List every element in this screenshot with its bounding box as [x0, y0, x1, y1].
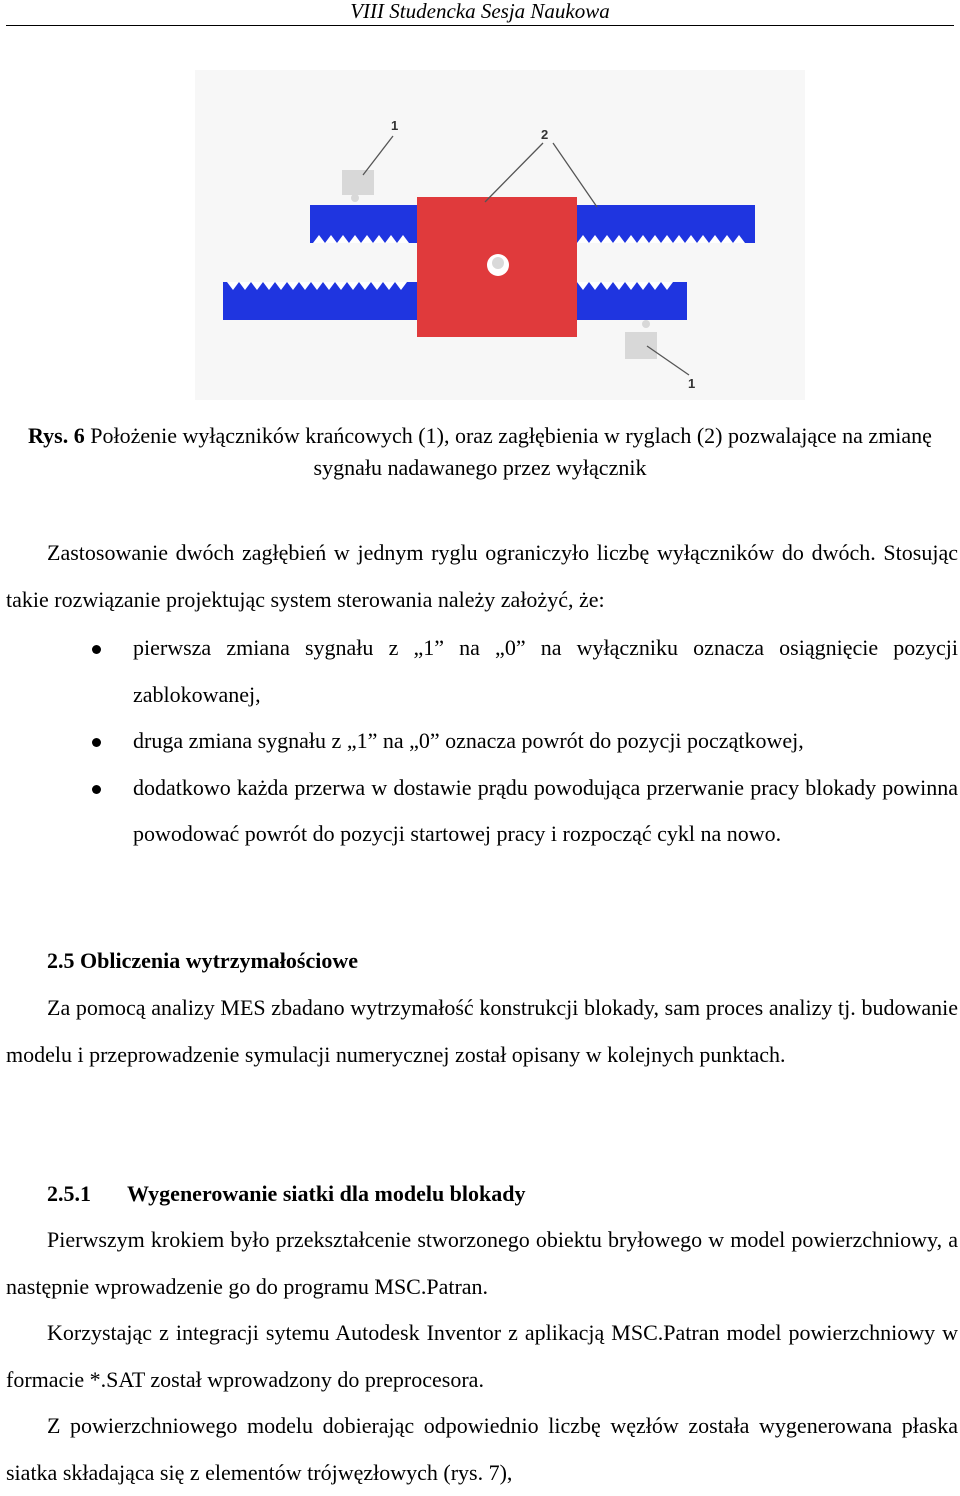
callout-label-2: 2 [541, 127, 549, 142]
assumption-list [92, 625, 958, 858]
section-title: Wygenerowanie siatki dla modelu blokady [127, 1181, 526, 1206]
section-2-5-1-paragraph-1: Pierwszym krokiem było przekształcenie stworzonego obiektu bryłowego w model powierzchniowy, a następnie wprowadzenie go do programu MSC.Patran. [6, 1227, 958, 1299]
section-2-5-1-paragraph-3: Z powierzchniowego modelu dobierając odpowiednio liczbę węzłów została wygenerowana płaska siatka składająca się z elementów trójwęzłowych (rys. 7), [6, 1413, 958, 1485]
section-2-5-paragraph: Za pomocą analizy MES zbadano wytrzymałość konstrukcji blokady, sam proces analizy tj. budowanie modelu i przeprowadzenie symulacji numerycznej został opisany w kolejnych punktach. [6, 995, 958, 1067]
page-header [0, 0, 960, 26]
header-rule [6, 25, 954, 26]
section-2-5-1-paragraph-2: Korzystając z integracji sytemu Autodesk Inventor z aplikacją MSC.Patran model powierzchniowy w formacie *.SAT został wprowadzony do preprocesora. [6, 1320, 958, 1392]
header-title: VIII Studencka Sesja Naukowa [350, 0, 610, 23]
list-item-text: druga zmiana sygnału z „1” na „0” oznacza powrót do pozycji początkowej, [133, 728, 804, 753]
intro-paragraph: Zastosowanie dwóch zagłębień w jednym ryglu ograniczyło liczbę wyłączników do dwóch. Stosując takie rozwiązanie projektując system sterowania należy założyć, że: [6, 540, 958, 612]
bullet-icon [92, 785, 101, 794]
section-heading-2-5-1 [47, 1179, 526, 1209]
list-item [92, 625, 958, 718]
section-heading-2-5: 2.5 Obliczenia wytrzymałościowe [47, 948, 358, 973]
list-item-text: dodatkowo każda przerwa w dostawie prądu powodująca przerwanie pracy blokady powinna powodować powrót do pozycji startowej pracy i rozpocząć cykl na nowo. [133, 774, 958, 846]
callout-label-1: 1 [391, 118, 399, 133]
list-item-text: pierwsza zmiana sygnału z „1” na „0” na wyłączniku oznacza osiągnięcie pozycji zablokowanej, [133, 635, 958, 707]
list-item [92, 765, 958, 858]
figure-limit-switches [195, 70, 805, 400]
list-item [92, 718, 958, 765]
section-number: 2.5.1 [47, 1181, 91, 1206]
caption-text: Położenie wyłączników krańcowych (1), oraz zagłębienia w ryglach (2) pozwalające na zmianę sygnału nadawanego przez wyłącznik [84, 423, 932, 480]
callout-label-1-bottom: 1 [688, 376, 696, 391]
caption-label: Rys. 6 [28, 423, 85, 448]
bullet-icon [92, 738, 101, 747]
bullet-icon [92, 645, 101, 654]
figure-drawing [195, 70, 805, 400]
figure-caption [10, 420, 950, 484]
